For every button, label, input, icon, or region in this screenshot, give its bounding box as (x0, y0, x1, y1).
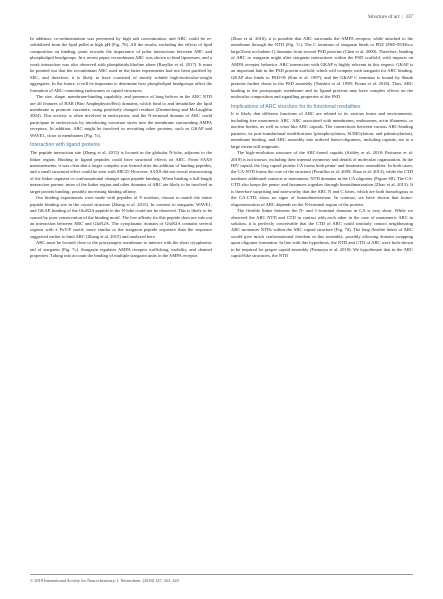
paragraph: It is likely that different functions of ARC are related to its various forms and environments, including free monomeric ARC, ARC associated with membranes, endosomes, actin filaments, or nuclear bodies, as well as virus-like ARC capsids. The connections between various ARC-binding partners, its post-translational modifications (phosphorylation, SUMOylation, and palmitoylation), membrane binding, and ARC assembly into ordered homo-oligomers, including capsids, are to a large extent still enigmatic. (231, 111, 413, 149)
copyright-line: © 2018 International Society for Neurochemistry, J. Neurochem. (2018) 147, 323–343 (30, 578, 179, 583)
page-footer (30, 578, 413, 583)
paragraph: (Zhao et al. 2016), it is possible that ARC surrounds the AMPA receptor, while attached to the membrane through the NTD (Fig. 7c). The C terminus of stargazin binds to PDZ (PSD-95/Discs large/Zona occludens-1) domains from several PSD proteins (Chen et al. 2000). Therefore, binding of ARC to stargazin might alter stargazin interactions within the PSD scaffold, with impacts on AMPA receptor behavior. ARC interaction with GKAP is highly relevant in this respect. GKAP is an important hub in the PSD protein scaffold, which will compete with stargazin for ARC binding. GKAP also binds to PSD-95 (Kim et al. 1997), and the GKAP C terminus is bound by Shank proteins further down in the PSD assembly (Naisbitt et al. 1999; Ponna et al. 2018). Thus, ARC binding to the postsynaptic membrane and its ligand proteins may have complex effects on the molecular composition and signalling properties of the PSD. (231, 36, 413, 100)
paragraph: The high-resolution structure of the ARC-based capsids (Ashley et al. 2018; Pastuzyn et al. 2018) is not known, including their internal symmetry and details of molecular organization. In the HIV capsid, the Gag capsid protein CA forms both penta- and hexameric assemblies. In both cases, the CA-NTD forms the core of the structure (Pornillos et al. 2009; Zhao et al. 2013), while the CTD mediates additional contacts to monomeric NTD domains in the CA oligomer (Figure S8). The CA-CTD also keeps the penta- and hexamers together through homodimerization (Zhao et al. 2013). It is therefore surprising and noteworthy that the ARC N and C lobes, which are both homologous to the CA-CTD, show no signs of homodimerization. In contrast, we have shown that homo-oligomerization of ARC depends on the N-terminal region of the protein. (231, 150, 413, 207)
right-column (231, 36, 413, 260)
page-number: 337 (405, 14, 413, 20)
footer-rule (30, 574, 413, 575)
section-heading: Implications of ARC structure for its functional modalities (231, 103, 361, 110)
section-heading: Interaction with ligand proteins (30, 142, 101, 149)
running-head-separator: | (402, 14, 404, 20)
paragraph: The size, shape, membrane-binding capability, and presence of long helices in the ARC NTD are all features of BAR (Bin/ Amphiphysin/Rvs) domains, which bind to and destabilize the lipid membrane to promote curvature, using positively charged residues (Zimmerberg and McLaughlin 2004). This activity is often involved in endocytosis, and the N-terminal domain of ARC could participate in endocytosis by introducing curvature stress into the membrane surrounding AMPA receptors. In addition, ARC might be involved in recruiting other proteins, such as GKAP and WAVE1, close to membranes (Fig. 7c). (30, 94, 212, 138)
paragraph: ARC must be located close to the postsynaptic membrane to interact with the short cytoplasmic tail of stargazin (Fig. 7c). Stargazin regulates AMPA receptor trafficking, mobility, and channel properties. Taking into account the binding of multiple stargazin units to the AMPA receptor (30, 240, 212, 259)
running-head (368, 14, 413, 20)
running-head-title: Structure of arc (367, 14, 401, 20)
left-column (30, 36, 212, 260)
paragraph: The peptide interaction site (Zhang et al. 2015) is located in the globular N-lobe, adjacent to the linker region. Binding to ligand peptides could have structural effects on ARC. From SAXS measurements, it was clear that a larger complex was formed after the addition of binding peptides, and a small structural effect could be seen with SRCD. However, SAXS did not reveal restructuring of the linker segment or conformational changes upon peptide binding. When binding a full-length interaction partner, more of the linker region and other domains of ARC are likely to be involved in target protein binding, possibly increasing binding affinity. (30, 150, 212, 194)
paragraph: The flexible linker between the N- and C-terminal domains in CA is very short. While we observed the ARC NTD and CTD in contact with each other in the case of monomeric ARC in solution, it is perfectly conceivable that the CTD of ARC could similarly contact neighbouring ARC monomer NTDs within the ARC capsid structure (Fig. 7d). The long flexible linker of ARC would give much conformational freedom in this assembly, possibly allowing domain swapping upon oligomer formation. In line with this hypothesis, the NTD and CTD of ARC were both shown to be required for proper capsid assembly (Pastuzyn et al. 2018). We hypothesize that in the ARC capsid-like structures, the NTD (231, 208, 413, 259)
paragraph: In addition, co-sedimentation was prevented by high salt concentration, and ARC could be re-solubilized from the lipid pellet at high pH (Fig. 7b). All the results, including the effects of lipid composition on binding, point towards the importance of polar interactions between ARC and phospholipid headgroups. In a recent paper, recombinant ARC was shown to bind liposomes, and a weak interaction was also observed with phosphatidylcholine alone (Barylko et al. 2017). It must be pointed out that the recombinant ARC used in the latter experiments had not been purified by SEC, and therefore, it is likely to have consisted of mostly soluble high-molecular-weight aggregates. In the future, it will be important to determine how phospholipid headgroups affect the formation of ARC-containing endosomes or capsid structures. (30, 36, 212, 93)
paragraph: Our binding experiments were made with peptides of 8 residues, chosen to match the entire peptide binding site in the crystal structure (Zhang et al. 2015). In contrast to stargazin, WAVE1, and GKAP, binding of the GluN2A peptide to the N-lobe could not be observed. This is likely to be caused by poor conservation of the binding motif. The low affinity for this peptide does not rule out an interaction between ARC and GluN2A. The cytoplasmic domain of GluN2A contains several regions with a PxY/F motif, more similar to the stargazin peptide sequence than the sequence suggested earlier to bind ARC (Zhang et al. 2015) and analyzed here. (30, 195, 212, 239)
